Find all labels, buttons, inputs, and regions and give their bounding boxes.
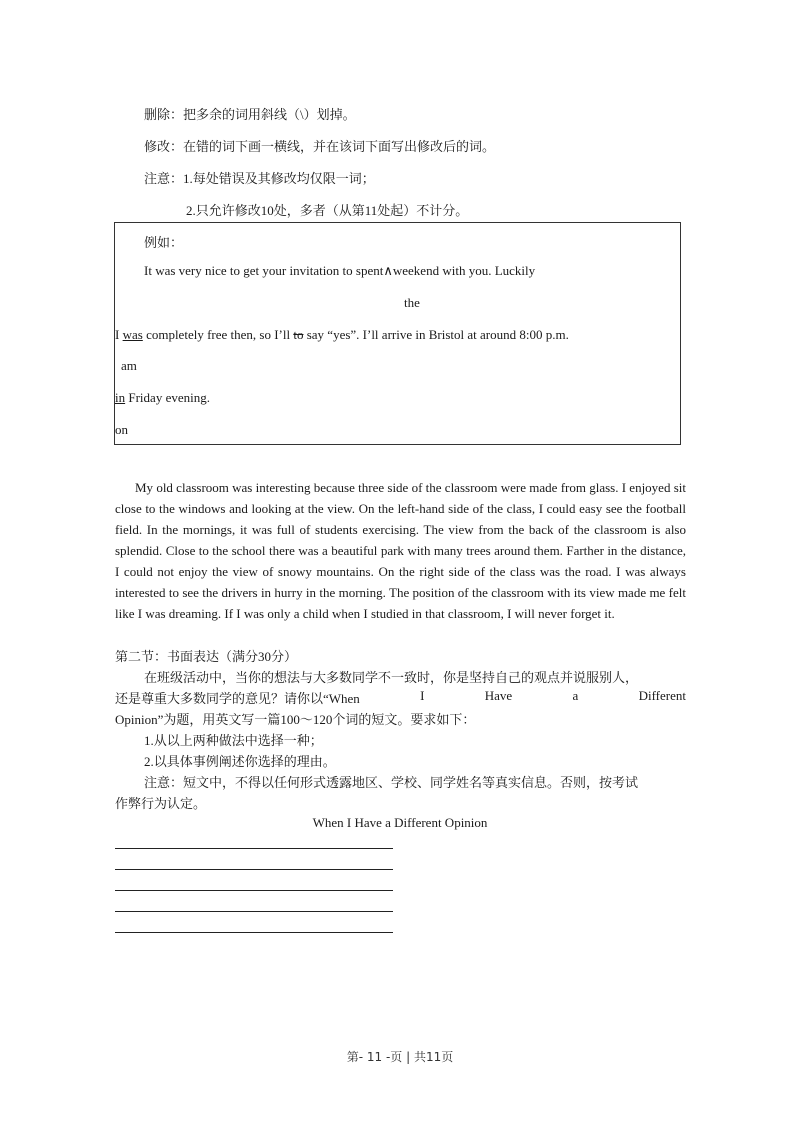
example-label: 例如： [144, 235, 184, 250]
writing-line [115, 869, 393, 870]
note-line-2: 作弊行为认定。 [115, 796, 207, 811]
prompt-line-3: Opinion”为题，用英文写一篇100～120个词的短文。要求如下： [115, 712, 476, 727]
note-line-1: 注意：短文中，不得以任何形式透露地区、学校、同学姓名等真实信息。否则，按考试 [144, 775, 639, 790]
example-correction-on: on [115, 422, 128, 437]
example-line-3: in Friday evening. [115, 390, 210, 405]
instruction-note-2: 2.只允许修改10处，多者（从第11处起）不计分。 [186, 203, 469, 218]
section-2-heading: 第二节：书面表达（满分30分） [115, 649, 298, 664]
writing-line [115, 911, 393, 912]
example-struck-to: to [293, 327, 304, 342]
example-underlined-in: in [115, 390, 126, 405]
prompt-line-2: 还是尊重大多数同学的意见？请你以“When I Have a Different [115, 688, 686, 706]
page-footer: 第- 11 -页 | 共11页 [346, 1050, 454, 1064]
requirement-1: 1.从以上两种做法中选择一种； [144, 733, 323, 748]
example-insert-word: the [404, 295, 420, 310]
example-line-2: I was completely free then, so I’ll to say “yes”. I’ll arrive in Bristol at around 8:00 p.m. [115, 327, 569, 342]
essay-title: When I Have a Different Opinion [312, 815, 488, 830]
prompt-line-1: 在班级活动中，当你的想法与大多数同学不一致时，你是坚持自己的观点并说服别人， [144, 670, 639, 685]
error-correction-passage: My old classroom was interesting because three side of the classroom were made from glass. I enjoyed sit close to the windows and looking at the view. On the left-hand side of the class, I could easy see the football field. In the mornings, it was full of students exercising. The view from the back of the classroom is also splendid. Close to the school there was a beautiful park with many trees around them. Farther in the distance, I could not enjoy the view of snowy mountains. On the right side of the class was the road. I was always interested to see the drivers in hurry in the morning. The position of the classroom with its view made me felt like I was dreaming. If I was only a child when I studied in that classroom, I will never forget it. [115, 480, 686, 621]
instruction-modify: 修改：在错的词下画一横线，并在该词下面写出修改后的词。 [144, 139, 496, 154]
example-line-1: It was very nice to get your invitation to spent∧weekend with you. Luckily [144, 263, 536, 278]
writing-line [115, 848, 393, 849]
instruction-note-1: 注意：1.每处错误及其修改均仅限一词； [144, 171, 375, 186]
writing-line [115, 890, 393, 891]
example-correction-am: am [121, 358, 137, 373]
example-underlined-was: was [122, 327, 143, 342]
writing-line [115, 932, 393, 933]
requirement-2: 2.以具体事例阐述你选择的理由。 [144, 754, 336, 769]
instruction-delete: 删除：把多余的词用斜线（\）划掉。 [144, 107, 356, 122]
